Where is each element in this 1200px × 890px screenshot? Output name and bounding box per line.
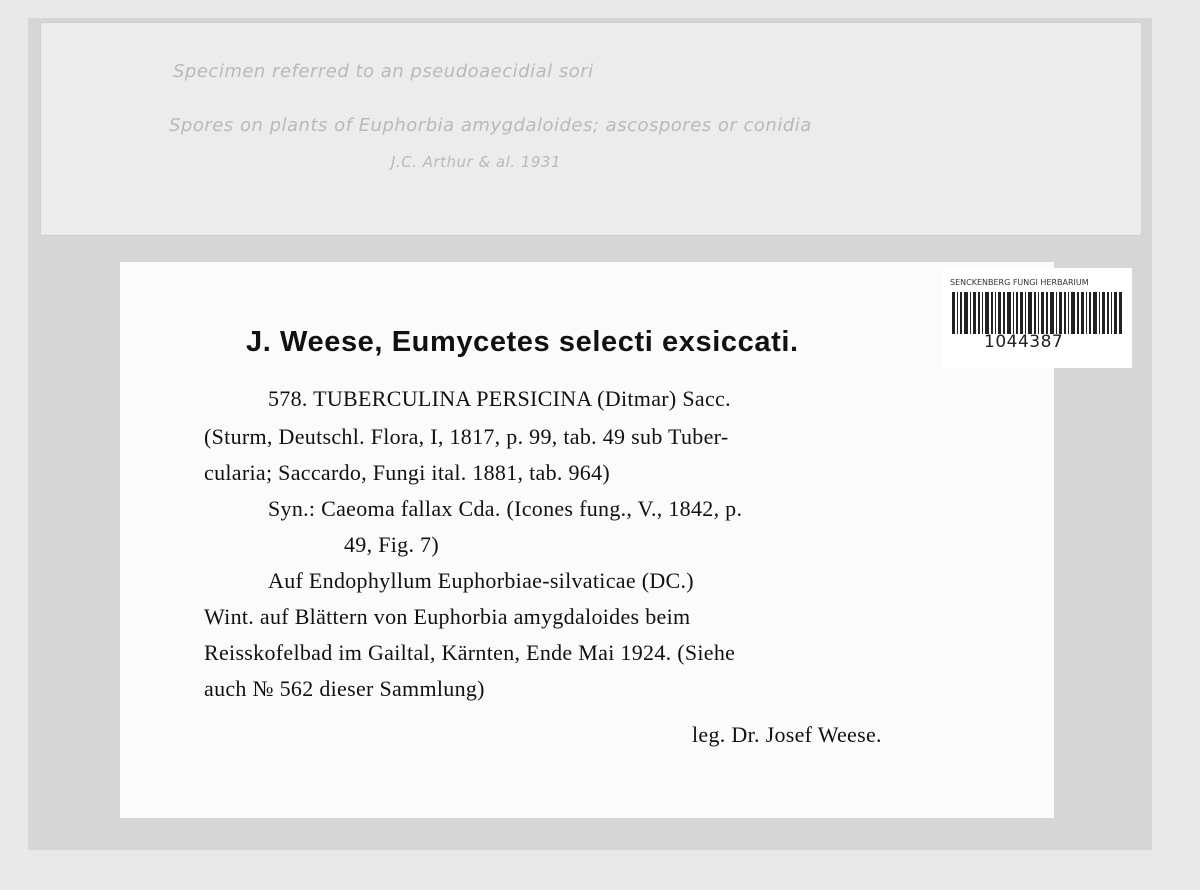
handwritten-note-1: Specimen referred to an pseudoaecidial sori bbox=[173, 61, 594, 82]
label-line-4: Syn.: Caeoma fallax Cda. (Icones fung., V., 1842, p. bbox=[268, 496, 743, 521]
packet-flap bbox=[40, 22, 1142, 236]
barcode-icon bbox=[952, 292, 1122, 334]
barcode-label bbox=[942, 268, 1132, 368]
handwritten-note-3: J.C. Arthur & al. 1931 bbox=[391, 153, 561, 171]
label-line-1: 578. TUBERCULINA PERSICINA (Ditmar) Sacc. bbox=[268, 386, 731, 411]
series-title: J. Weese, Eumycetes selecti exsiccati. bbox=[246, 326, 799, 358]
barcode-number: 1044387 bbox=[984, 332, 1064, 352]
handwritten-note-2: Spores on plants of Euphorbia amygdaloides; ascospores or conidia bbox=[169, 115, 812, 136]
label-line-5: 49, Fig. 7) bbox=[344, 532, 439, 557]
collector-line: leg. Dr. Josef Weese. bbox=[692, 722, 882, 747]
label-line-8: Reisskofelbad im Gailtal, Kärnten, Ende Mai 1924. (Siehe bbox=[204, 640, 736, 665]
label-line-2: (Sturm, Deutschl. Flora, I, 1817, p. 99, tab. 49 sub Tuber- bbox=[204, 424, 729, 449]
label-line-3: cularia; Saccardo, Fungi ital. 1881, tab. 964) bbox=[204, 460, 611, 485]
label-line-9: auch № 562 dieser Sammlung) bbox=[204, 676, 485, 701]
barcode-caption: SENCKENBERG FUNGI HERBARIUM bbox=[950, 278, 1089, 287]
label-line-7: Wint. auf Blättern von Euphorbia amygdaloides beim bbox=[204, 604, 691, 629]
label-line-6: Auf Endophyllum Euphorbiae-silvaticae (DC.) bbox=[268, 568, 694, 593]
